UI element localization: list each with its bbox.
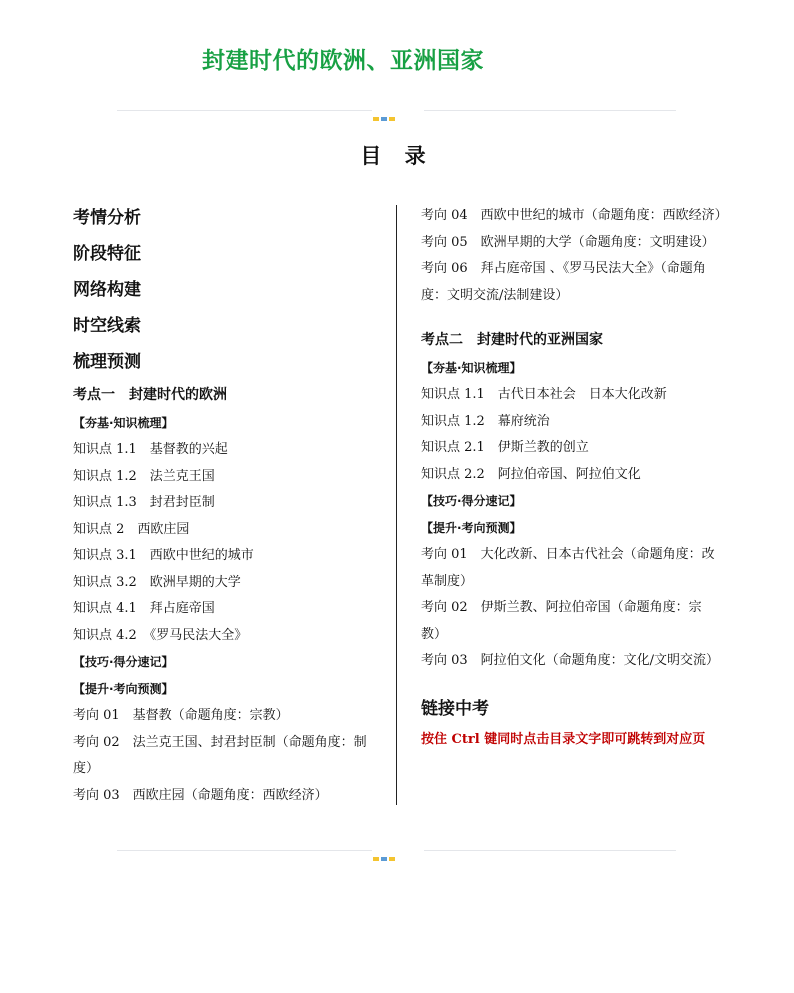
toc-link-forecast-item[interactable]: 考向 01 大化改新、日本古代社会（命题角度：改革制度） — [421, 547, 715, 589]
bottom-divider-right — [424, 850, 676, 851]
document-title: 封建时代的欧洲、亚洲国家 — [202, 48, 484, 74]
toc-link-forecast-item[interactable]: 考向 03 阿拉伯文化（命题角度：文化/文明交流） — [421, 653, 720, 668]
toc-right-column — [421, 203, 736, 753]
toc-link-skills[interactable]: 【技巧·得分速记】 — [421, 494, 522, 508]
ctrl-click-note: 按住 Ctrl 键同时点击目录文字即可跳转到对应页 — [421, 731, 706, 747]
toc-link-knowledge-item[interactable]: 知识点 1.1 古代日本社会 日本大化改新 — [421, 387, 667, 402]
toc-link-point-two[interactable]: 考点二 封建时代的亚洲国家 — [421, 332, 603, 348]
top-ornament — [373, 106, 403, 112]
top-divider-left — [117, 110, 372, 111]
toc-heading: 目 录 — [360, 144, 434, 168]
toc-link-exam-analysis[interactable]: 考情分析 — [73, 208, 141, 228]
toc-link-forecast[interactable]: 【提升·考向预测】 — [73, 682, 174, 696]
toc-link-stage-features[interactable]: 阶段特征 — [73, 244, 141, 264]
toc-link-knowledge-item[interactable]: 知识点 3.1 西欧中世纪的城市 — [73, 548, 254, 563]
toc-link-knowledge-item[interactable]: 知识点 1.2 幕府统治 — [421, 413, 550, 429]
toc-link-skills[interactable]: 【技巧·得分速记】 — [73, 655, 174, 669]
bottom-divider-left — [117, 850, 372, 851]
toc-link-foundation[interactable]: 【夯基·知识梳理】 — [73, 416, 174, 430]
toc-link-forecast-item[interactable]: 考向 05 欧洲早期的大学（命题角度：文明建设） — [421, 234, 715, 250]
toc-link-knowledge-item[interactable]: 知识点 1.1 基督教的兴起 — [73, 442, 228, 457]
toc-link-knowledge-item[interactable]: 知识点 2 西欧庄园 — [73, 521, 190, 537]
toc-link-forecast-item[interactable]: 考向 06 拜占庭帝国 、《罗马民法大全》（命题角度：文明交流/法制建设） — [421, 261, 706, 303]
toc-link-knowledge-item[interactable]: 知识点 1.3 封君封臣制 — [73, 495, 215, 510]
toc-link-forecast[interactable]: 【提升·考向预测】 — [421, 521, 522, 535]
toc-link-forecast-item[interactable]: 考向 01 基督教（命题角度：宗教） — [73, 708, 289, 723]
toc-link-forecast-item[interactable]: 考向 03 西欧庄园（命题角度：西欧经济） — [73, 787, 328, 803]
toc-link-timeline[interactable]: 时空线索 — [73, 316, 141, 336]
toc-link-knowledge-item[interactable]: 知识点 2.1 伊斯兰教的创立 — [421, 440, 589, 455]
top-divider-right — [424, 110, 676, 111]
toc-link-forecast-item[interactable]: 考向 02 法兰克王国、封君封臣制（命题角度：制度） — [73, 734, 367, 776]
toc-link-foundation[interactable]: 【夯基·知识梳理】 — [421, 361, 522, 375]
bottom-ornament — [373, 846, 403, 852]
toc-link-forecast-item[interactable]: 考向 04 西欧中世纪的城市（命题角度：西欧经济） — [421, 208, 728, 223]
toc-link-knowledge-item[interactable]: 知识点 1.2 法兰克王国 — [73, 468, 215, 484]
toc-link-network-construction[interactable]: 网络构建 — [73, 280, 141, 300]
toc-link-knowledge-item[interactable]: 知识点 3.2 欧洲早期的大学 — [73, 574, 241, 590]
toc-link-review-forecast[interactable]: 梳理预测 — [73, 352, 141, 372]
column-divider — [396, 205, 397, 805]
toc-link-knowledge-item[interactable]: 知识点 2.2 阿拉伯帝国、阿拉伯文化 — [421, 466, 641, 482]
toc-link-point-one[interactable]: 考点一 封建时代的欧洲 — [73, 387, 227, 403]
toc-link-knowledge-item[interactable]: 知识点 4.1 拜占庭帝国 — [73, 601, 215, 616]
toc-link-forecast-item[interactable]: 考向 02 伊斯兰教、阿拉伯帝国（命题角度：宗教） — [421, 600, 702, 642]
toc-left-column — [73, 200, 383, 809]
toc-link-knowledge-item[interactable]: 知识点 4.2 《罗马民法大全》 — [73, 627, 248, 643]
toc-link-exam-link[interactable]: 链接中考 — [421, 698, 489, 719]
